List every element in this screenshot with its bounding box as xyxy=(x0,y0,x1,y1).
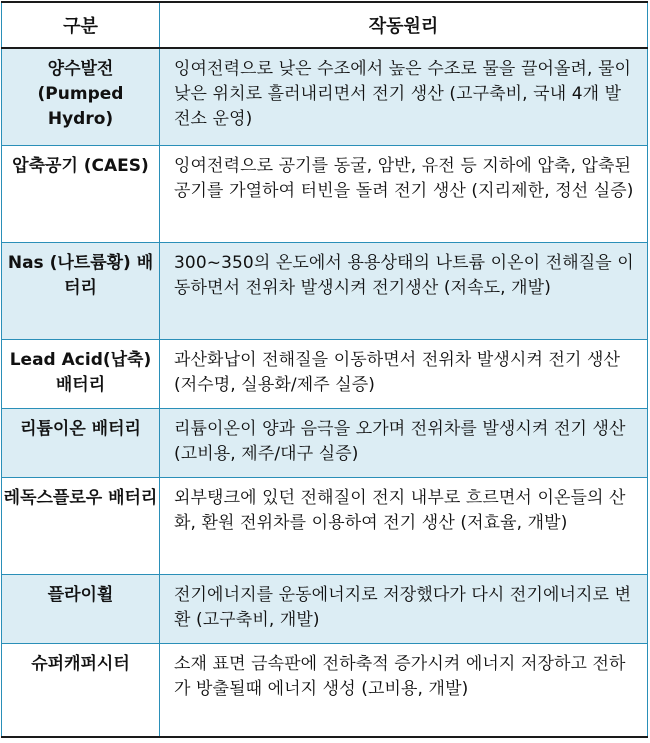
row-category: Nas (나트륨황) 배터리 xyxy=(2,242,160,339)
table-header-row xyxy=(2,2,648,48)
row-category: 플라이휠 xyxy=(2,574,160,643)
row-principle: 잉여전력으로 낮은 수조에서 높은 수조로 물을 끌어올려, 물이 낮은 위치로 흘러내리면서 전기 생산 (고구축비, 국내 4개 발전소 운영) xyxy=(160,48,648,145)
table-row xyxy=(2,145,648,242)
row-principle: 소재 표면 금속판에 전하축적 증가시켜 에너지 저장하고 전하가 방출될때 에너지 생성 (고비용, 개발) xyxy=(160,643,648,737)
table-row xyxy=(2,643,648,737)
row-category: 슈퍼캐퍼시터 xyxy=(2,643,160,737)
table-row xyxy=(2,48,648,145)
row-principle: 과산화납이 전해질을 이동하면서 전위차 발생시켜 전기 생산 (저수명, 실용화/제주 실증) xyxy=(160,339,648,408)
table-row xyxy=(2,408,648,477)
storage-technology-table xyxy=(1,1,648,738)
table-row xyxy=(2,242,648,339)
row-category: 압축공기 (CAES) xyxy=(2,145,160,242)
header-principle: 작동원리 xyxy=(160,2,648,48)
table-row xyxy=(2,477,648,574)
row-category: Lead Acid(납축) 배터리 xyxy=(2,339,160,408)
row-category: 양수발전 (Pumped Hydro) xyxy=(2,48,160,145)
row-principle: 리튬이온이 양과 음극을 오가며 전위차를 발생시켜 전기 생산 (고비용, 제주/대구 실증) xyxy=(160,408,648,477)
header-category: 구분 xyxy=(2,2,160,48)
table-row xyxy=(2,574,648,643)
row-principle: 외부탱크에 있던 전해질이 전지 내부로 흐르면서 이온들의 산화, 환원 전위차를 이용하여 전기 생산 (저효율, 개발) xyxy=(160,477,648,574)
row-principle: 300~350의 온도에서 용용상태의 나트륨 이온이 전해질을 이동하면서 전위차 발생시켜 전기생산 (저속도, 개발) xyxy=(160,242,648,339)
row-category: 레독스플로우 배터리 xyxy=(2,477,160,574)
row-category: 리튬이온 배터리 xyxy=(2,408,160,477)
row-principle: 전기에너지를 운동에너지로 저장했다가 다시 전기에너지로 변환 (고구축비, 개발) xyxy=(160,574,648,643)
table-row xyxy=(2,339,648,408)
row-principle: 잉여전력으로 공기를 동굴, 암반, 유전 등 지하에 압축, 압축된 공기를 가열하여 터빈을 돌려 전기 생산 (지리제한, 정선 실증) xyxy=(160,145,648,242)
storage-technology-table-container xyxy=(1,1,648,738)
